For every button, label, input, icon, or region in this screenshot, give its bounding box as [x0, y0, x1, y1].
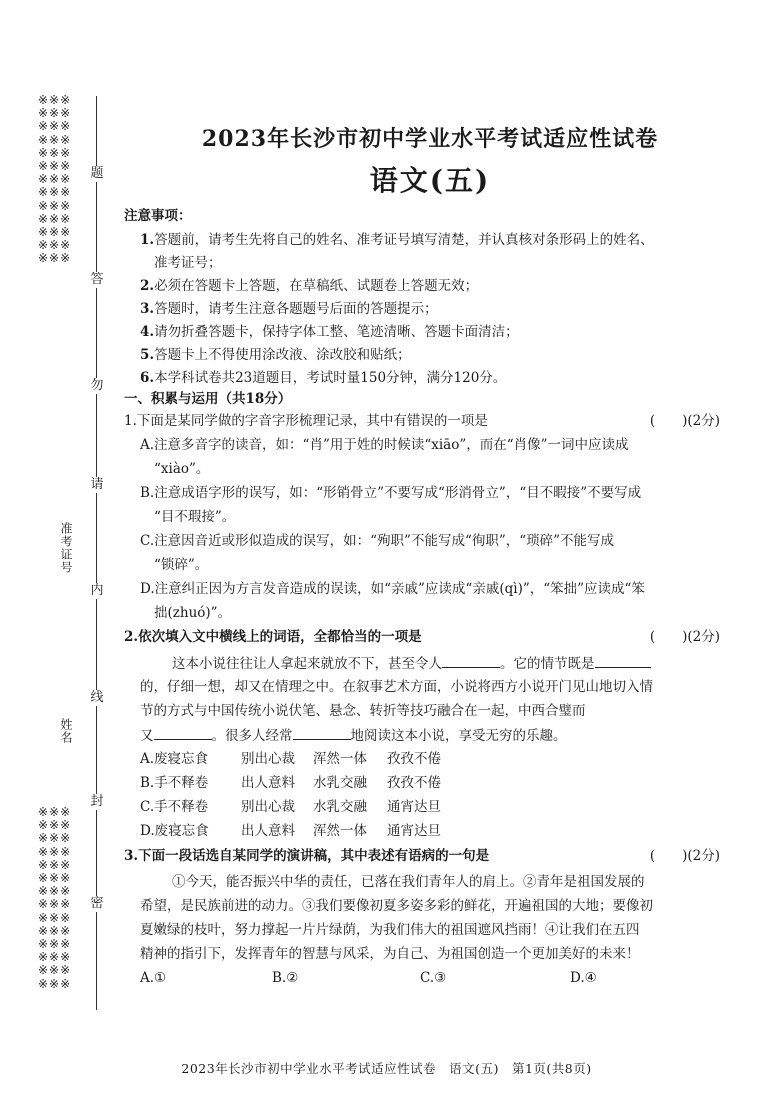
- question-2-passage-line: 这本小说往往让人拿起来就放不下，甚至令人 。它的情节既是: [172, 653, 651, 674]
- notice-item: 3.答题时，请考生注意各题题号后面的答题提示；: [140, 301, 438, 317]
- seal-char-6: 线: [90, 690, 104, 705]
- subject-title: 语文(五): [369, 164, 491, 197]
- seal-char-5: 内: [90, 583, 104, 598]
- name-label: 姓名: [59, 718, 73, 744]
- seal-char-1: 题: [90, 166, 104, 181]
- notice-heading: 注意事项：: [124, 208, 192, 224]
- question-1-stem: 1.下面是某同学做的字音字形梳理记录，其中有错误的一项是: [124, 413, 488, 429]
- question-3-option-a: A.①: [140, 970, 167, 986]
- question-1-option-d: D.注意纠正因为方言发音造成的误读，如“亲戚”应读成“亲戚(qì)”，“笨拙”应读成“笨: [140, 581, 645, 597]
- fill-blank-4[interactable]: [293, 725, 351, 740]
- seal-char-4: 请: [90, 477, 104, 492]
- question-1-option-b-cont: “目不瑕接”。: [154, 509, 236, 525]
- seal-char-2: 答: [90, 272, 104, 287]
- question-3-stem: 3.下面一段话选自某同学的演讲稿，其中表述有语病的一句是: [124, 848, 490, 864]
- question-1-option-c: C.注意因音近或形似造成的误写，如：“殉职”不能写成“徇职”，“琐碎”不能写成: [140, 533, 615, 549]
- notice-item: 2.必须在答题卡上答题，在草稿纸、试题卷上答题无效；: [140, 278, 479, 294]
- question-3-passage-line: ①今天，能否振兴中华的责任，已落在我们青年人的肩上。②青年是祖国发展的: [172, 874, 645, 890]
- question-2-stem: 2.依次填入文中横线上的词语，全都恰当的一项是: [124, 629, 422, 645]
- notice-item-cont: 准考证号；: [154, 255, 222, 271]
- binding-line: [96, 96, 97, 1010]
- question-3-mark: ( )(2分): [649, 848, 720, 864]
- question-3-passage-line: 夏嫩绿的枝叶，努力撑起一片片绿荫，为我们伟大的祖国遮风挡雨！④让我们在五四: [140, 922, 640, 938]
- question-1-option-b: B.注意成语字形的误写，如：“形销骨立”不要写成“形消骨立”，“目不暇接”不要写成: [140, 485, 642, 501]
- seal-char-3: 勿: [90, 378, 104, 393]
- seal-char-7: 封: [90, 794, 104, 809]
- fill-blank-2[interactable]: [595, 653, 651, 668]
- question-2-passage-line: 的，仔细一想，却又在情理之中。在叙事艺术方面，小说将西方小说开门见山地切入情: [140, 679, 653, 695]
- question-3-passage-line: 希望，是民族前进的动力。③我们要像初夏多姿多彩的鲜花，开遍祖国的大地；要像初: [140, 898, 653, 914]
- binding-stars-bottom: ※※※ ※※※ ※※※ ※※※ ※※※ ※※※ ※※※ ※※※ ※※※ ※※※ ※※※ ※※※ ※※※ ※※※: [38, 805, 72, 991]
- seal-char-8: 密: [90, 896, 104, 911]
- question-3-passage-line: 精神的指引下，发挥青年的智慧与风采，为自己、为祖国创造一个更加美好的未来！: [140, 946, 640, 962]
- notice-item: 5.答题卡上不得使用涂改液、涂改胶和贴纸；: [140, 347, 411, 363]
- question-1-option-a-cont: “xiào”。: [154, 461, 210, 477]
- question-3-option-b: B.②: [272, 970, 299, 986]
- question-2-mark: ( )(2分): [649, 629, 720, 645]
- exam-number-label: 准考证号: [59, 522, 73, 574]
- question-1-option-c-cont: “锁碎”。: [154, 557, 209, 573]
- fill-blank-1[interactable]: [442, 653, 500, 668]
- question-3-option-d: D.④: [570, 970, 597, 986]
- fill-blank-3[interactable]: [154, 725, 212, 740]
- question-2-passage-line: 又 。很多人经常 地阅读这本小说，享受无穷的乐趣。: [140, 725, 567, 746]
- binding-stars-top: ※※※ ※※※ ※※※ ※※※ ※※※ ※※※ ※※※ ※※※ ※※※ ※※※ ※※※ ※※※ ※※※: [38, 93, 72, 266]
- question-1-option-a: A.注意多音字的读音，如：“肖”用于姓的时候读“xiāo”，而在“肖像”一词中应读成: [140, 437, 629, 453]
- notice-item: 6.本学科试卷共23道题目，考试时量150分钟，满分120分。: [140, 370, 507, 386]
- page-footer: 2023年长沙市初中学业水平考试适应性试卷 语文(五) 第1页(共8页): [181, 1061, 592, 1076]
- question-2-passage-line: 节的方式与中国传统小说伏笔、悬念、转折等技巧融合在一起，中西合璧而: [140, 703, 586, 719]
- page-title: 2023年长沙市初中学业水平考试适应性试卷: [201, 126, 659, 152]
- question-1-option-d-cont: 拙(zhuó)”。: [154, 605, 232, 621]
- section-heading: 一、积累与运用（共18分）: [124, 391, 292, 407]
- question-1-mark: ( )(2分): [649, 413, 720, 429]
- notice-item: 4.请勿折叠答题卡，保持字体工整、笔迹清晰、答题卡面清洁；: [140, 324, 519, 340]
- question-3-option-c: C.③: [420, 970, 447, 986]
- notice-item: 1.答题前，请考生先将自己的姓名、准考证号填写清楚，并认真核对条形码上的姓名、: [140, 232, 654, 248]
